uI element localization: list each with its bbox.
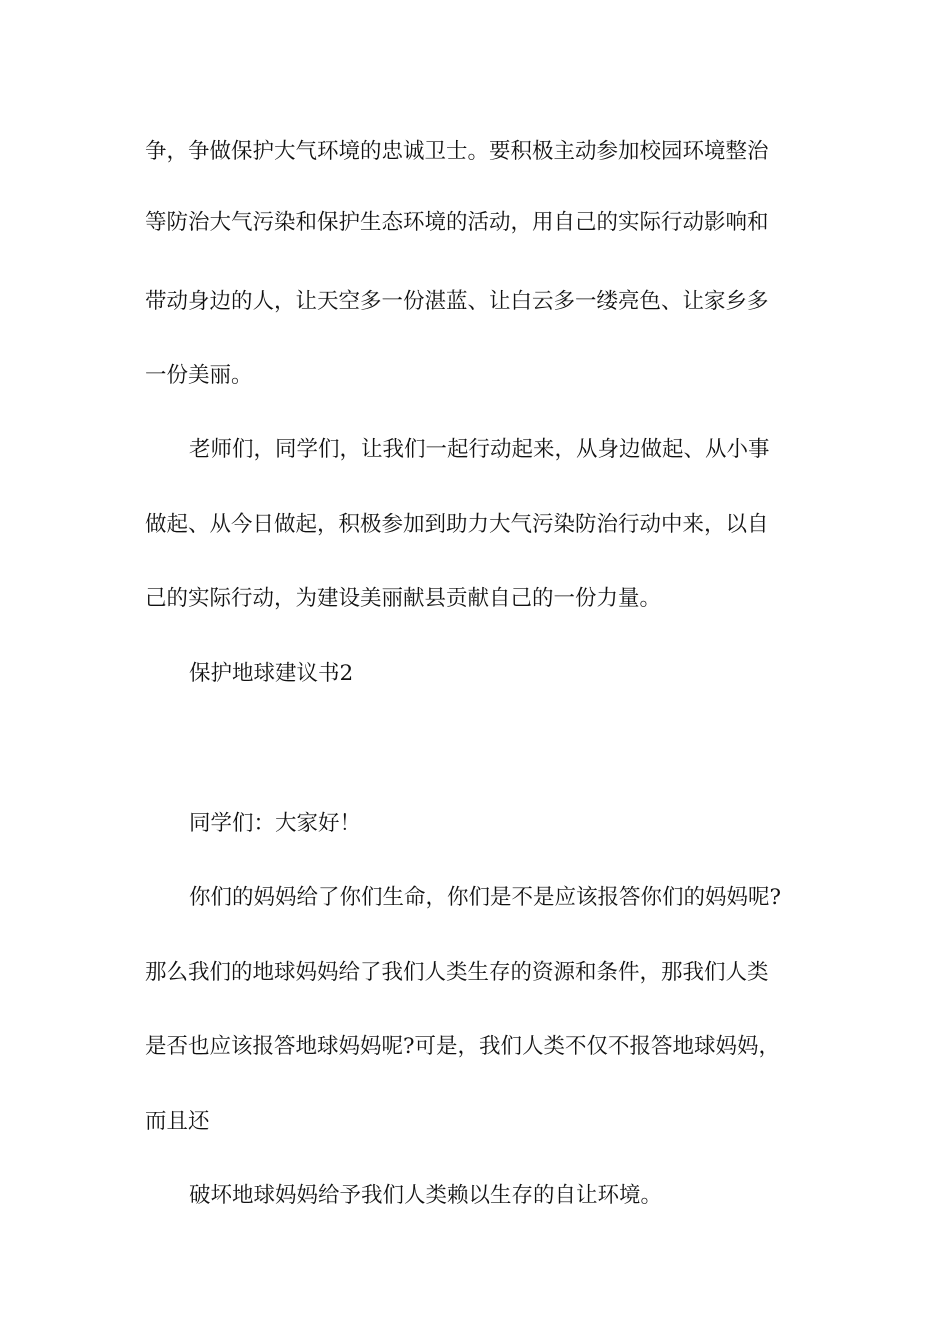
paragraph-line: 己的实际行动，为建设美丽献县贡献自己的一份力量。 <box>145 586 662 611</box>
paragraph-line: 你们的妈妈给了你们生命，你们是不是应该报答你们的妈妈呢? <box>189 885 782 910</box>
paragraph-line: 等防治大气污染和保护生态环境的活动，用自己的实际行动影响和 <box>145 210 769 235</box>
paragraph-line: 而且还 <box>145 1109 210 1134</box>
section-heading: 保护地球建议书2 <box>189 661 354 686</box>
paragraph-line: 做起、从今日做起，积极参加到助力大气污染防治行动中来，以自 <box>145 512 769 537</box>
paragraph-line: 是否也应该报答地球妈妈呢?可是，我们人类不仅不报答地球妈妈， <box>145 1034 781 1059</box>
paragraph-line: 那么我们的地球妈妈给了我们人类生存的资源和条件，那我们人类 <box>145 960 769 985</box>
paragraph-line: 带动身边的人，让天空多一份湛蓝、让白云多一缕亮色、让家乡多 <box>145 289 769 314</box>
paragraph-line: 一份美丽。 <box>145 363 253 388</box>
paragraph-line: 老师们，同学们，让我们一起行动起来，从身边做起、从小事 <box>189 437 770 462</box>
paragraph-line: 破坏地球妈妈给予我们人类赖以生存的自让环境。 <box>189 1183 663 1208</box>
paragraph-line: 争，争做保护大气环境的忠诚卫士。要积极主动参加校园环境整治 <box>145 139 769 164</box>
salutation: 同学们：大家好！ <box>189 811 362 836</box>
